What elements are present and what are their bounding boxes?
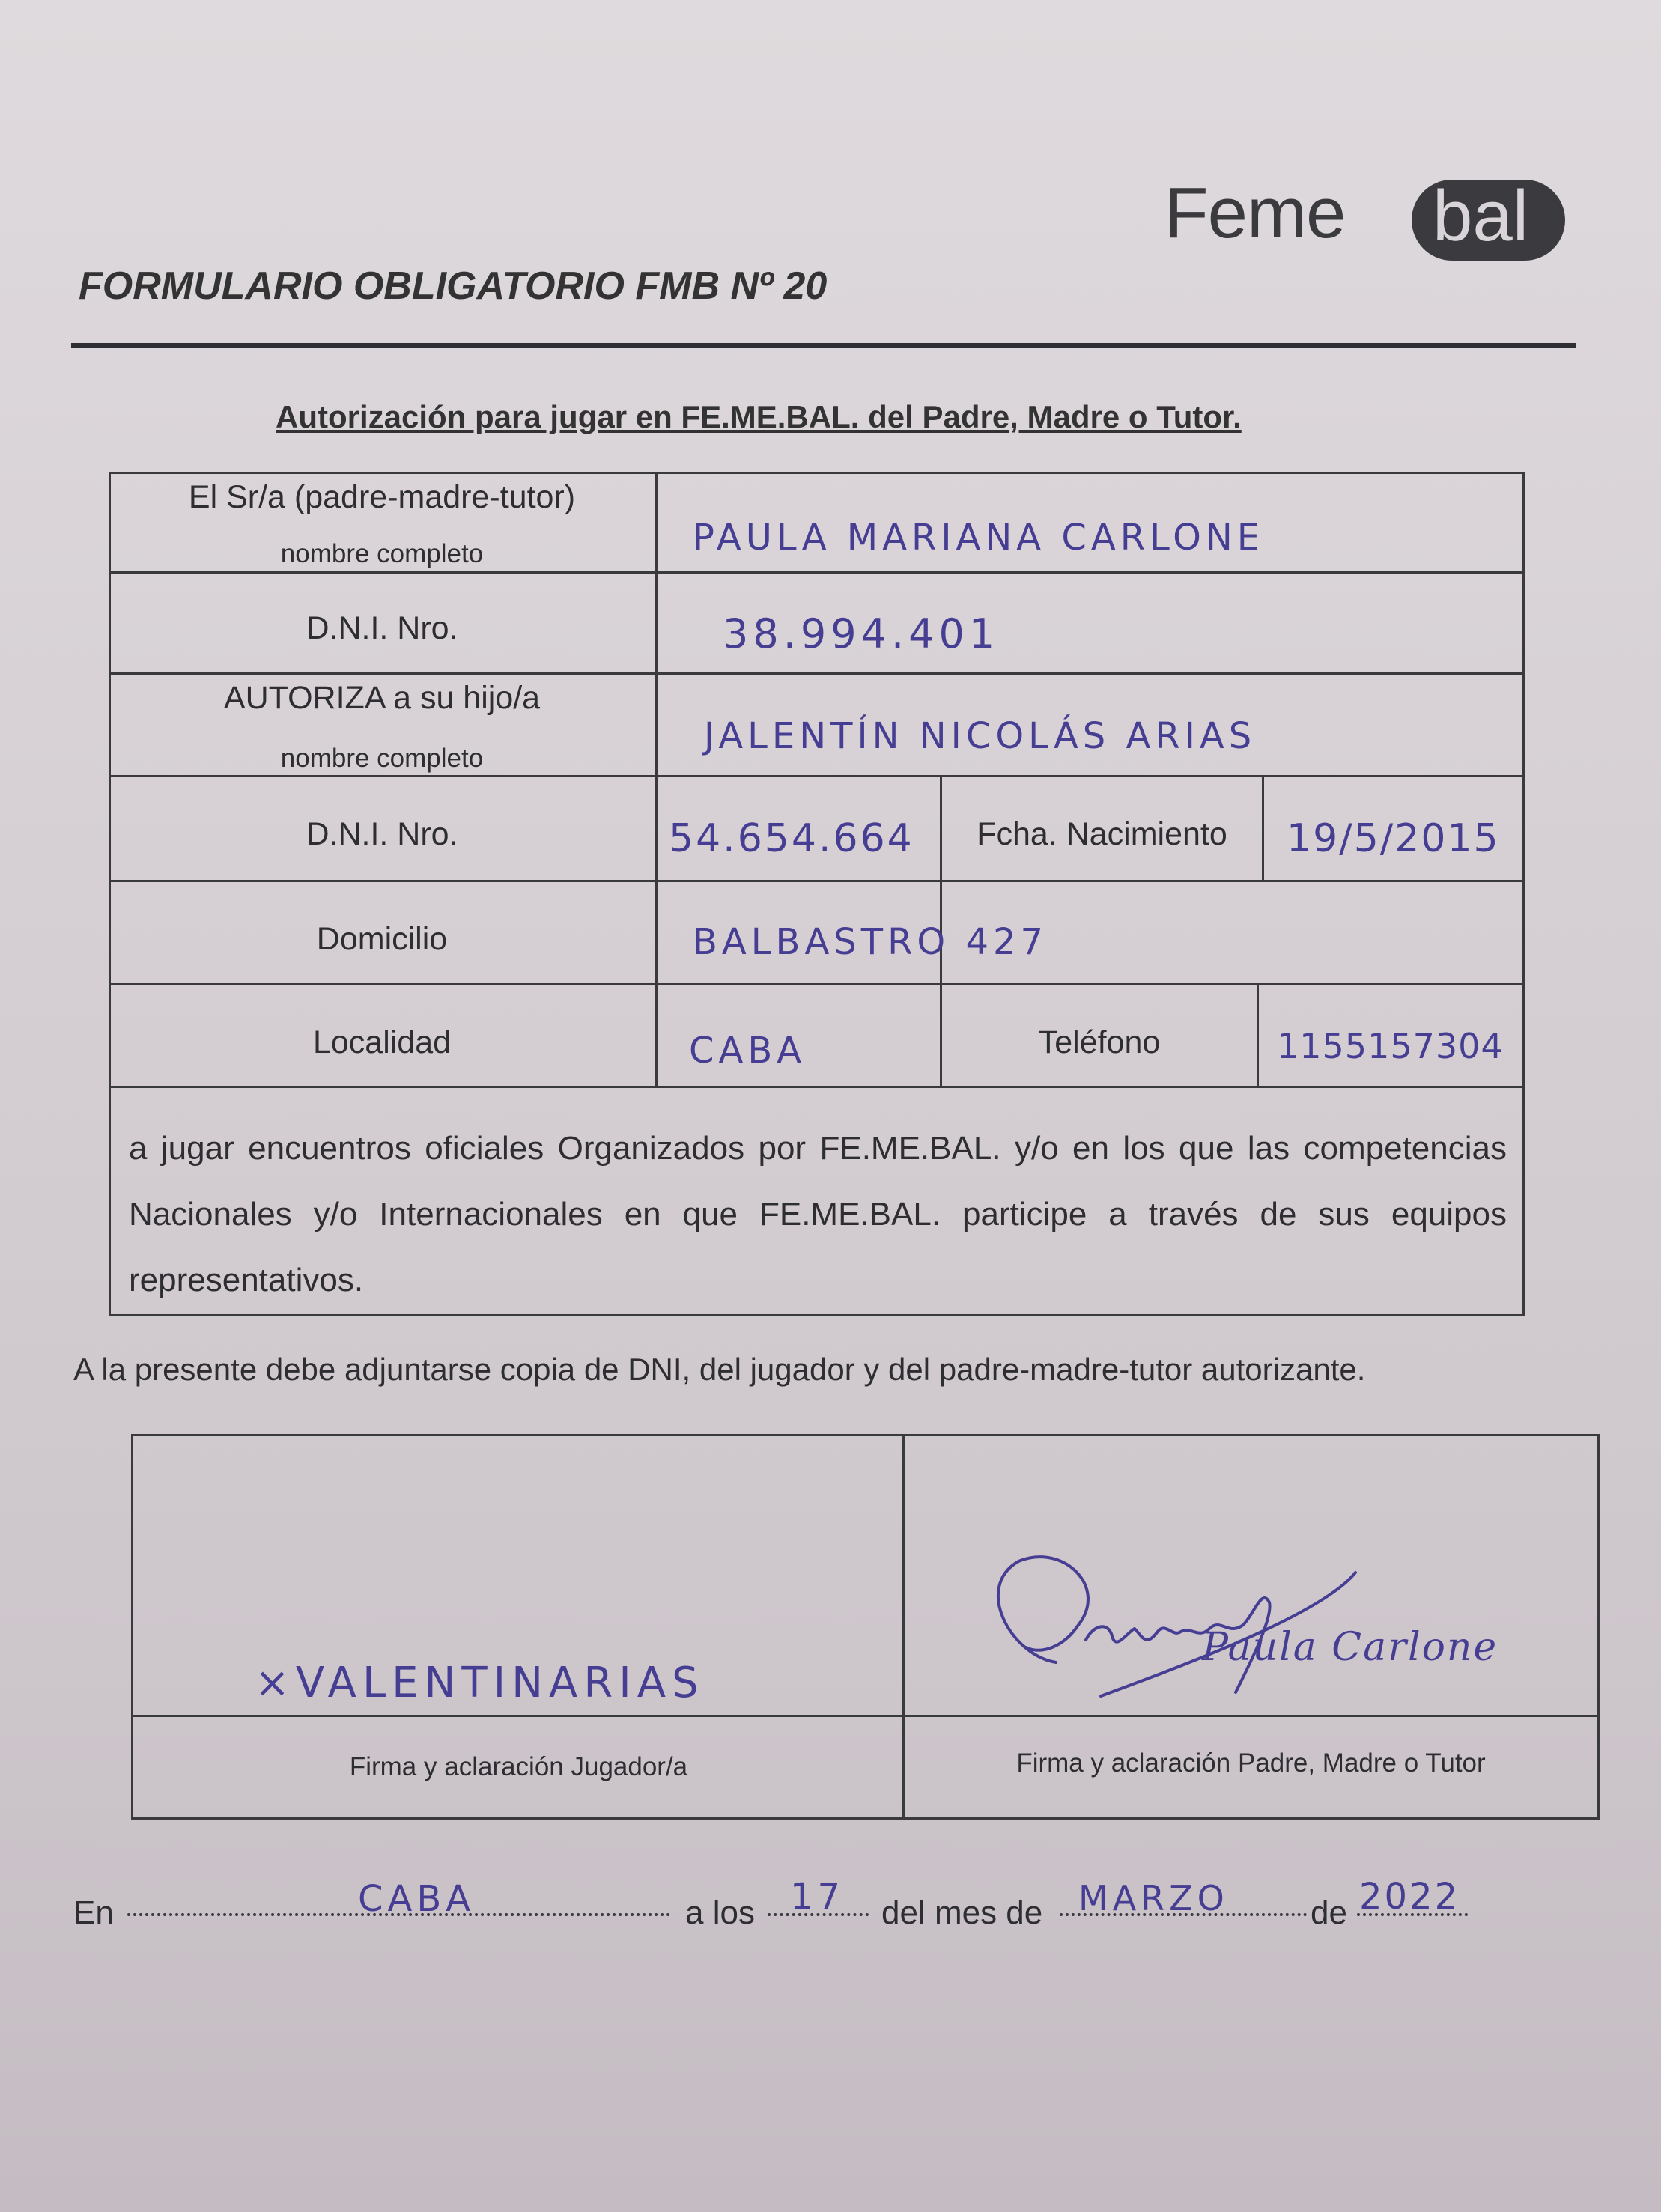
city-label: Localidad <box>312 1024 452 1060</box>
form-code: FORMULARIO OBLIGATORIO FMB Nº 20 <box>79 264 828 308</box>
address-value: BALBASTRO 427 <box>693 921 1048 963</box>
address-label: Domicilio <box>316 921 448 957</box>
parent-label: El Sr/a (padre-madre-tutor) <box>188 479 576 515</box>
player-signature: ×VALENTINARIAS <box>255 1659 705 1707</box>
parent-name-hint: nombre completo <box>280 539 484 568</box>
footer-a-los-label: a los <box>685 1895 755 1931</box>
femebal-logo <box>1164 166 1569 271</box>
child-name-hint: nombre completo <box>280 744 484 773</box>
place-value: CABA <box>358 1878 476 1920</box>
logo-pill-text: bal <box>1433 176 1529 256</box>
authorizes-label: AUTORIZA a su hijo/a <box>223 680 541 716</box>
child-dni-value: 54.654.664 <box>669 816 914 861</box>
child-name-value: JALENTÍN NICOLÁS ARIAS <box>704 715 1257 757</box>
attachment-note: A la presente debe adjuntarse copia de DNI, del jugador y del padre-madre-tutor autorizante. <box>73 1352 1366 1387</box>
birth-date-value: 19/5/2015 <box>1287 816 1500 861</box>
footer-de-label: de <box>1311 1895 1347 1931</box>
month-value: MARZO <box>1078 1878 1229 1918</box>
city-value: CABA <box>689 1030 807 1072</box>
parent-signature: Paula Carlone <box>1202 1625 1498 1670</box>
day-value: 17 <box>790 1876 845 1918</box>
form-subtitle: Autorización para jugar en FE.ME.BAL. del Padre, Madre o Tutor. <box>276 399 1242 434</box>
header-rule <box>71 343 1576 348</box>
footer-en-label: En <box>73 1895 114 1931</box>
footer-mes-label: del mes de <box>881 1895 1043 1931</box>
parent-dni-value: 38.994.401 <box>723 610 1000 657</box>
parent-dni-label: D.N.I. Nro. <box>306 610 458 646</box>
parent-name-value: PAULA MARIANA CARLONE <box>693 517 1265 559</box>
logo-text: Feme <box>1164 173 1346 253</box>
phone-value: 1155157304 <box>1277 1026 1504 1066</box>
birth-date-label: Fcha. Nacimiento <box>977 816 1227 852</box>
player-signature-caption: Firma y aclaración Jugador/a <box>349 1752 688 1781</box>
logo-pill <box>1412 176 1565 261</box>
phone-label: Teléfono <box>1038 1024 1161 1060</box>
child-dni-label: D.N.I. Nro. <box>306 816 458 852</box>
year-value: 2022 <box>1359 1876 1460 1918</box>
authorization-paragraph: a jugar encuentros oficiales Organizados por FE.ME.BAL. y/o en los que las competencias Nacionales y/o Internacionales en que FE.ME.BAL. participe a través de sus equipos representativos. <box>129 1130 1507 1298</box>
parent-signature-caption: Firma y aclaración Padre, Madre o Tutor <box>1016 1748 1486 1778</box>
